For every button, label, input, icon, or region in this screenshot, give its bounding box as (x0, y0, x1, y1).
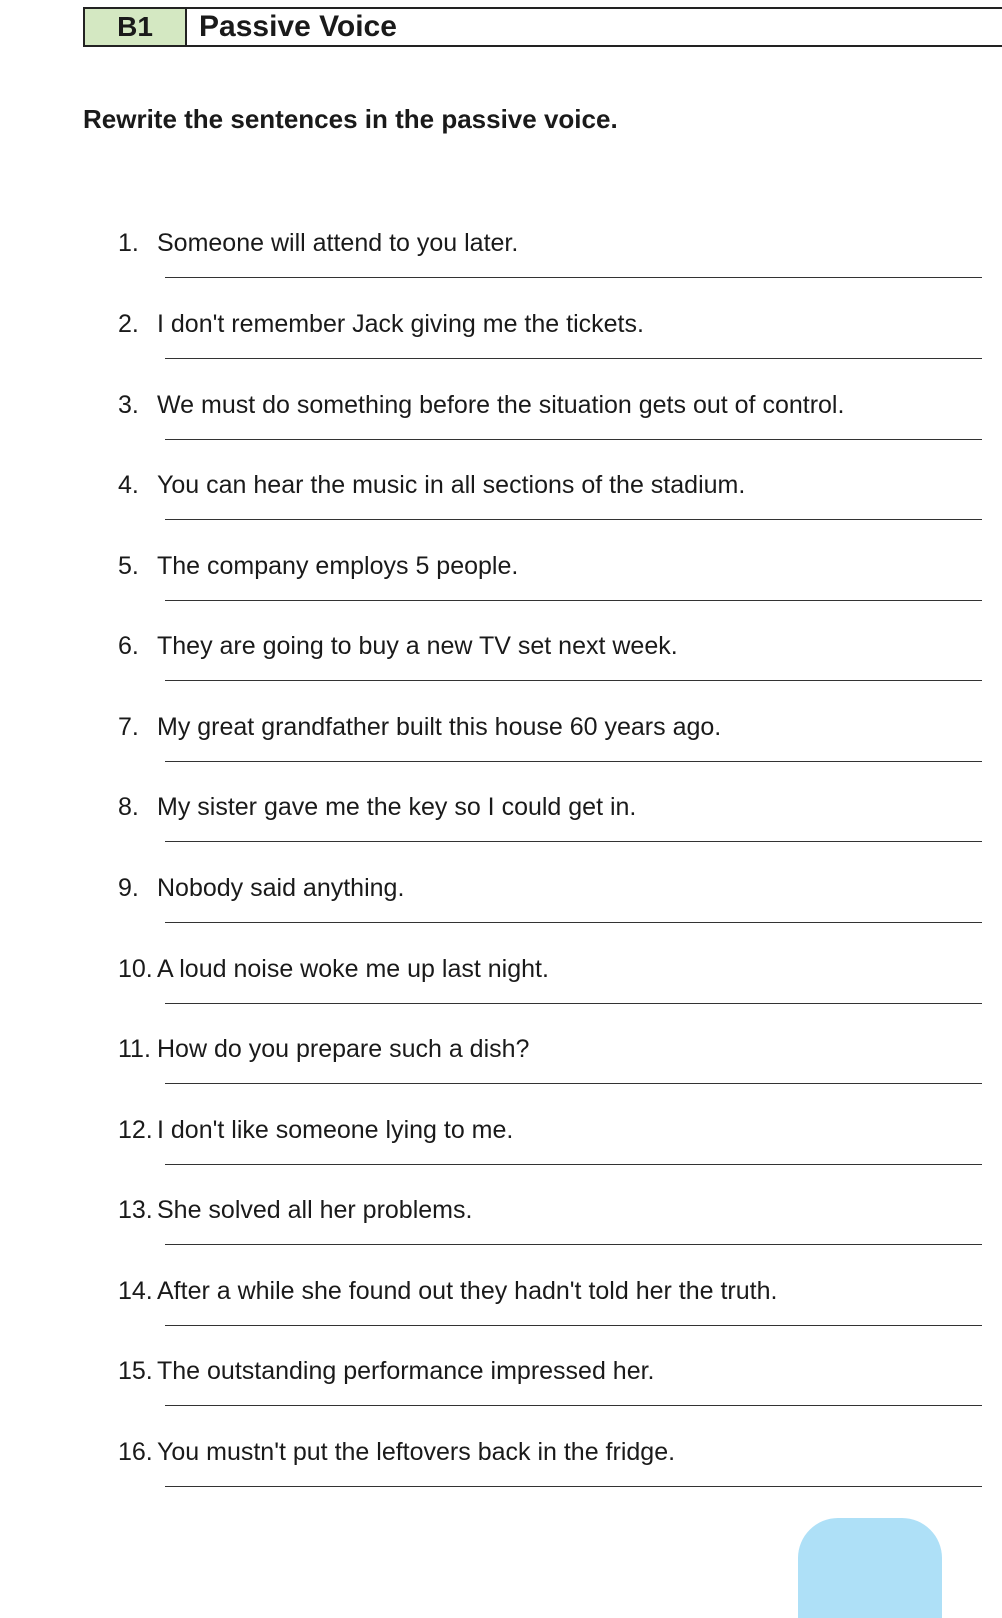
exercise-item (0, 471, 1002, 551)
item-sentence: The company employs 5 people. (157, 552, 519, 580)
item-sentence: Nobody said anything. (157, 874, 405, 902)
instruction-text: Rewrite the sentences in the passive voice. (83, 104, 618, 134)
answer-line[interactable] (165, 922, 982, 923)
item-sentence: The outstanding performance impressed her. (157, 1357, 655, 1385)
item-number: 2. (118, 310, 139, 338)
exercise-item (0, 632, 1002, 712)
exercise-item (0, 1196, 1002, 1276)
answer-line[interactable] (165, 680, 982, 681)
item-number: 14. (118, 1277, 153, 1305)
item-number: 15. (118, 1357, 153, 1385)
exercise-item (0, 1035, 1002, 1115)
item-sentence: My great grandfather built this house 60 years ago. (157, 713, 722, 741)
item-number: 10. (118, 955, 153, 983)
answer-line[interactable] (165, 1325, 982, 1326)
item-number: 3. (118, 391, 139, 419)
item-sentence: My sister gave me the key so I could get in. (157, 793, 637, 821)
item-number: 13. (118, 1196, 153, 1224)
item-number: 6. (118, 632, 139, 660)
worksheet-title: Passive Voice (199, 10, 397, 43)
item-sentence: A loud noise woke me up last night. (157, 955, 549, 983)
exercise-item (0, 793, 1002, 873)
exercise-item (0, 1357, 1002, 1437)
exercise-item (0, 229, 1002, 309)
answer-line[interactable] (165, 1083, 982, 1084)
answer-line[interactable] (165, 600, 982, 601)
floating-action-button[interactable] (798, 1518, 942, 1618)
item-sentence: You can hear the music in all sections of the stadium. (157, 471, 746, 499)
exercise-item (0, 552, 1002, 632)
exercise-item (0, 713, 1002, 793)
exercise-item (0, 1277, 1002, 1357)
answer-line[interactable] (165, 277, 982, 278)
item-number: 4. (118, 471, 139, 499)
item-number: 5. (118, 552, 139, 580)
item-number: 16. (118, 1438, 153, 1466)
item-number: 11. (118, 1035, 151, 1063)
answer-line[interactable] (165, 519, 982, 520)
exercise-item (0, 955, 1002, 1035)
item-number: 8. (118, 793, 139, 821)
answer-line[interactable] (165, 1486, 982, 1487)
item-sentence: How do you prepare such a dish? (157, 1035, 530, 1063)
answer-line[interactable] (165, 1405, 982, 1406)
item-sentence: I don't remember Jack giving me the tickets. (157, 310, 644, 338)
item-number: 7. (118, 713, 139, 741)
answer-line[interactable] (165, 761, 982, 762)
exercise-item (0, 310, 1002, 390)
item-sentence: You mustn't put the leftovers back in the fridge. (157, 1438, 676, 1466)
item-sentence: We must do something before the situation gets out of control. (157, 391, 845, 419)
exercise-item (0, 874, 1002, 954)
answer-line[interactable] (165, 439, 982, 440)
item-sentence: I don't like someone lying to me. (157, 1116, 514, 1144)
exercise-item (0, 391, 1002, 471)
item-sentence: After a while she found out they hadn't told her the truth. (157, 1277, 778, 1305)
exercise-item (0, 1438, 1002, 1518)
exercise-item (0, 1116, 1002, 1196)
answer-line[interactable] (165, 1244, 982, 1245)
item-sentence: She solved all her problems. (157, 1196, 473, 1224)
item-number: 1. (118, 229, 139, 257)
item-sentence: They are going to buy a new TV set next week. (157, 632, 678, 660)
answer-line[interactable] (165, 1164, 982, 1165)
item-number: 9. (118, 874, 139, 902)
answer-line[interactable] (165, 1003, 982, 1004)
answer-line[interactable] (165, 841, 982, 842)
level-label: B1 (85, 9, 187, 45)
answer-line[interactable] (165, 358, 982, 359)
item-sentence: Someone will attend to you later. (157, 229, 519, 257)
item-number: 12. (118, 1116, 153, 1144)
